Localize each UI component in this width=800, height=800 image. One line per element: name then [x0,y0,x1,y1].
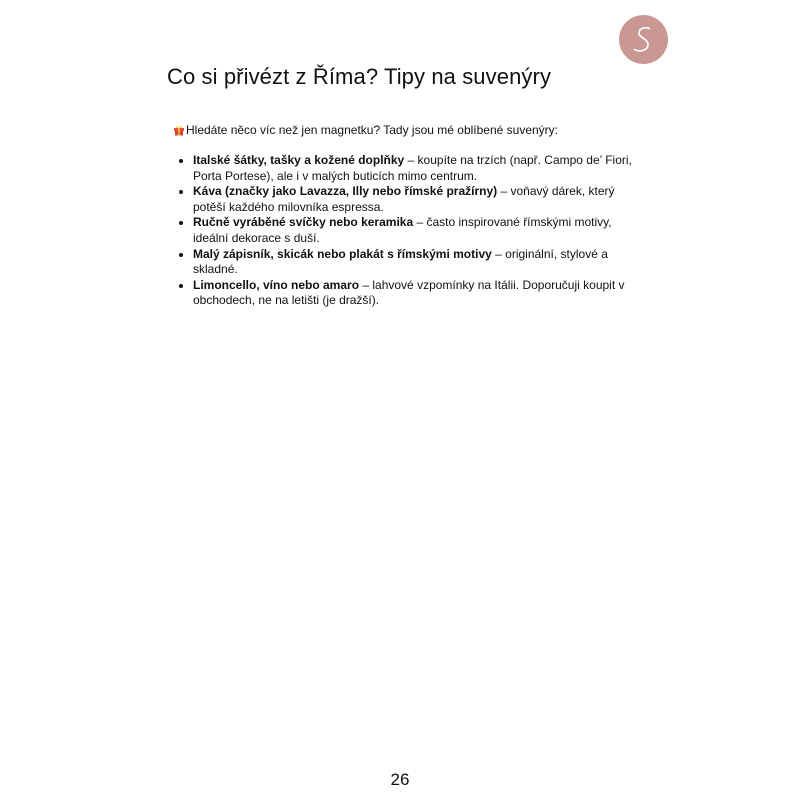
tip-description: – voňavý dárek, který potěší každého milovníka espressa. [193,184,615,214]
tip-title: Káva (značky jako Lavazza, Illy nebo římské pražírny) [193,184,498,199]
tip-description: – koupíte na trzích (např. Campo de’ Fiori, Porta Portese), ale i v malých buticích mimo centrum. [193,153,632,183]
intro-text: Hledáte něco víc než jen magnetku? Tady jsou mé oblíbené suvenýry: [186,123,558,137]
page-title: Co si přivézt z Říma? Tipy na suvenýry [167,64,552,89]
list-item [193,215,633,246]
logo-badge [619,15,668,64]
list-item [193,184,633,215]
tip-description: – často inspirované římskými motivy, ideální dekorace s duší. [193,215,612,245]
list-item [193,278,633,309]
logo-script-s [619,15,668,64]
tip-description: – originální, stylové a skladné. [193,246,608,277]
gift-icon [173,124,185,136]
tip-title: Malý zápisník, skicák nebo plakát s římskými motivy [193,246,492,261]
tip-title: Italské šátky, tašky a kožené doplňky [193,153,405,167]
intro-paragraph [173,122,558,138]
tip-title: Limoncello, víno nebo amaro [193,277,360,292]
tip-description: – lahvové vzpomínky na Itálii. Doporučuji koupit v obchodech, ne na letišti (je dražší). [193,277,625,308]
page-number: 26 [390,770,410,789]
tip-title: Ručně vyráběné svíčky nebo keramika [193,215,414,230]
list-item [193,153,633,184]
souvenir-tips-list [193,153,633,309]
list-item [193,247,633,278]
